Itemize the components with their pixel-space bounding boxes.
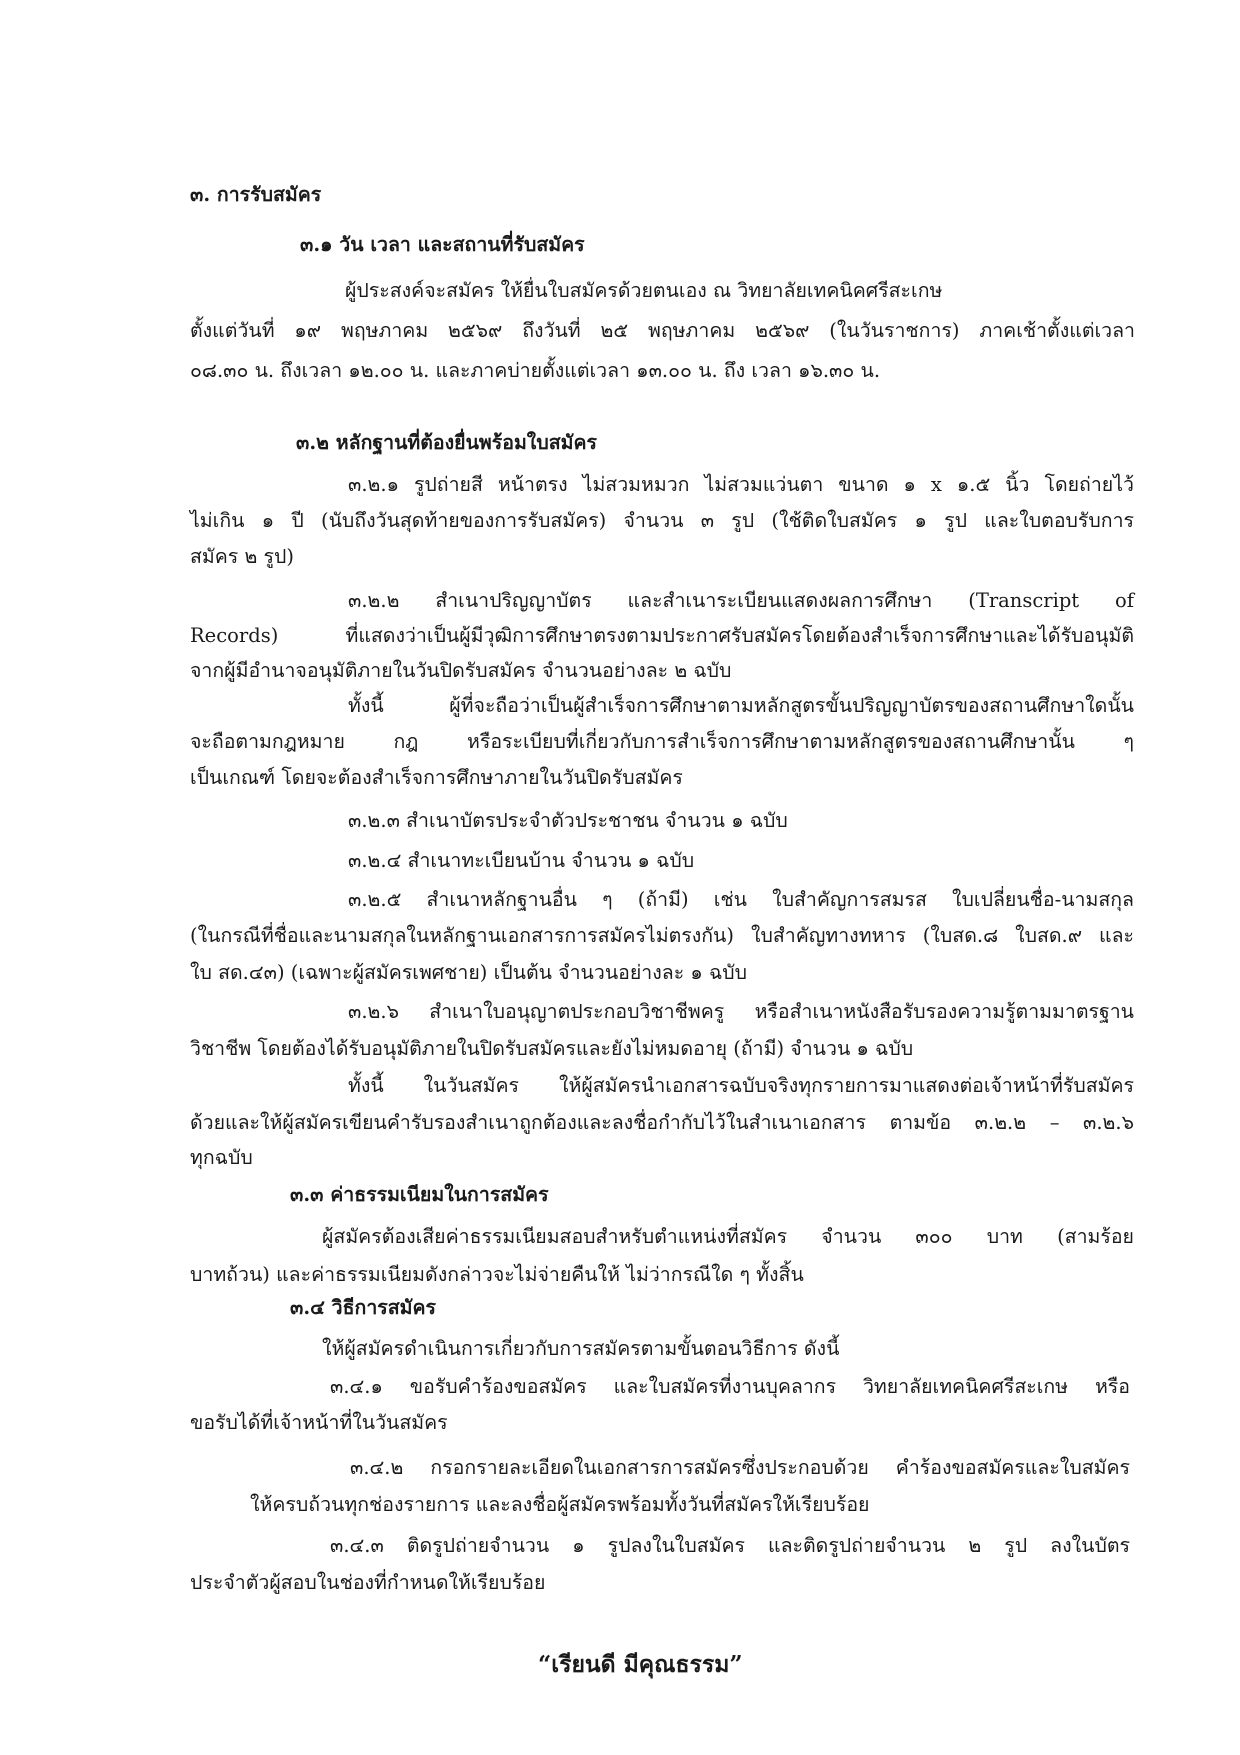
item-3-2-2-note: ทั้งนี้ ผู้ที่จะถือว่าเป็นผู้สำเร็จการศึกษาตามหลักสูตรขั้นปริญญาบัตรของสถานศึกษาใดนั้น xyxy=(348,694,1134,717)
item-3-2-6-note: ทุกฉบับ xyxy=(190,1146,253,1169)
item-3-2-5: ๓.๒.๕ สำเนาหลักฐานอื่น ๆ (ถ้ามี) เช่น ใบสำคัญการสมรส ใบเปลี่ยนชื่อ-นามสกุล xyxy=(348,888,1134,911)
item-3-2-2: ๓.๒.๒ สำเนาปริญญาบัตร และสำเนาระเบียนแสดงผลการศึกษา (Transcript of xyxy=(348,589,1134,612)
item-3-2-6-note: ด้วยและให้ผู้สมัครเขียนคำรับรองสำเนาถูกต้องและลงชื่อกำกับไว้ในสำเนาเอกสาร ตามข้อ ๓.๒.๒ – ๓.๒.๖ xyxy=(190,1111,1134,1134)
item-3-2-6: วิชาชีพ โดยต้องได้รับอนุมัติภายในปิดรับสมัครและยังไม่หมดอายุ (ถ้ามี) จำนวน ๑ ฉบับ xyxy=(190,1037,914,1060)
section-3-3-heading: ๓.๓ ค่าธรรมเนียมในการสมัคร xyxy=(290,1183,549,1206)
step-3-4-1: ขอรับได้ที่เจ้าหน้าที่ในวันสมัคร xyxy=(190,1411,448,1434)
item-3-2-3: ๓.๒.๓ สำเนาบัตรประจำตัวประชาชน จำนวน ๑ ฉบับ xyxy=(348,809,788,832)
step-3-4-1: ๓.๔.๑ ขอรับคำร้องขอสมัคร และใบสมัครที่งานบุคลากร วิทยาลัยเทคนิคศรีสะเกษ หรือ xyxy=(330,1375,1130,1398)
item-3-2-6-note: ทั้งนี้ ในวันสมัคร ให้ผู้สมัครนำเอกสารฉบับจริงทุกรายการมาแสดงต่อเจ้าหน้าที่รับสมัคร xyxy=(348,1074,1134,1097)
step-3-4-2: ๓.๔.๒ กรอกรายละเอียดในเอกสารการสมัครซึ่งประกอบด้วย คำร้องขอสมัครและใบสมัคร xyxy=(350,1456,1130,1479)
step-3-4-3: ประจำตัวผู้สอบในช่องที่กำหนดให้เรียบร้อย xyxy=(190,1571,546,1594)
step-3-4-3: ๓.๔.๓ ติดรูปถ่ายจำนวน ๑ รูปลงในใบสมัคร และติดรูปถ่ายจำนวน ๒ รูป ลงในบัตร xyxy=(330,1534,1130,1557)
item-3-2-6: ๓.๒.๖ สำเนาใบอนุญาตประกอบวิชาชีพครู หรือสำเนาหนังสือรับรองความรู้ตามมาตรฐาน xyxy=(348,1000,1134,1023)
section-3-1-heading: ๓.๑ วัน เวลา และสถานที่รับสมัคร xyxy=(300,233,585,256)
item-3-2-5: ใบ สด.๔๓) (เฉพาะผู้สมัครเพศชาย) เป็นต้น จำนวนอย่างละ ๑ ฉบับ xyxy=(190,961,747,984)
item-3-2-2: Records) ที่แสดงว่าเป็นผู้มีวุฒิการศึกษาตรงตามประกาศรับสมัครโดยต้องสำเร็จการศึกษาและได้รับอนุมัติ xyxy=(190,624,1134,647)
step-3-4-2: ให้ครบถ้วนทุกช่องรายการ และลงชื่อผู้สมัครพร้อมทั้งวันที่สมัครให้เรียบร้อย xyxy=(250,1493,870,1516)
item-3-2-5: (ในกรณีที่ชื่อและนามสกุลในหลักฐานเอกสารการสมัครไม่ตรงกัน) ใบสำคัญทางทหาร (ใบสด.๘ ใบสด.๙ และ xyxy=(190,924,1134,947)
item-3-2-2-note: จะถือตามกฎหมาย กฎ หรือระเบียบที่เกี่ยวกับการสำเร็จการศึกษาตามหลักสูตรของสถานศึกษานั้น ๆ xyxy=(190,730,1134,753)
item-3-2-2-note: เป็นเกณฑ์ โดยจะต้องสำเร็จการศึกษาภายในวันปิดรับสมัคร xyxy=(190,766,683,789)
section-3-1-text: ตั้งแต่วันที่ ๑๙ พฤษภาคม ๒๕๖๙ ถึงวันที่ ๒๕ พฤษภาคม ๒๕๖๙ (ในวันราชการ) ภาคเช้าตั้งแต่เวลา xyxy=(190,319,1135,342)
footer-motto: “เรียนดี มีคุณธรรม” xyxy=(538,1651,743,1678)
section-3-3-text: ผู้สมัครต้องเสียค่าธรรมเนียมสอบสำหรับตำแหน่งที่สมัคร จำนวน ๓๐๐ บาท (สามร้อย xyxy=(322,1225,1134,1248)
item-3-2-1: ไม่เกิน ๑ ปี (นับถึงวันสุดท้ายของการรับสมัคร) จำนวน ๓ รูป (ใช้ติดใบสมัคร ๑ รูป และใบตอบรับการ xyxy=(190,509,1134,532)
item-3-2-2: จากผู้มีอำนาจอนุมัติภายในวันปิดรับสมัคร จำนวนอย่างละ ๒ ฉบับ xyxy=(190,659,732,682)
item-3-2-4: ๓.๒.๔ สำเนาทะเบียนบ้าน จำนวน ๑ ฉบับ xyxy=(348,849,695,872)
section-3-1-text: ผู้ประสงค์จะสมัคร ให้ยื่นใบสมัครด้วยตนเอง ณ วิทยาลัยเทคนิคศรีสะเกษ xyxy=(345,279,943,302)
section-3-4-heading: ๓.๔ วิธีการสมัคร xyxy=(290,1296,437,1319)
item-3-2-1: สมัคร ๒ รูป) xyxy=(190,545,294,568)
section-3-2-heading: ๓.๒ หลักฐานที่ต้องยื่นพร้อมใบสมัคร xyxy=(296,431,597,454)
section-3-heading: ๓. การรับสมัคร xyxy=(190,183,322,206)
section-3-3-text: บาทถ้วน) และค่าธรรมเนียมดังกล่าวจะไม่จ่ายคืนให้ ไม่ว่ากรณีใด ๆ ทั้งสิ้น xyxy=(190,1263,804,1286)
section-3-1-text: ๐๘.๓๐ น. ถึงเวลา ๑๒.๐๐ น. และภาคบ่ายตั้งแต่เวลา ๑๓.๐๐ น. ถึง เวลา ๑๖.๓๐ น. xyxy=(190,359,881,382)
item-3-2-1: ๓.๒.๑ รูปถ่ายสี หน้าตรง ไม่สวมหมวก ไม่สวมแว่นตา ขนาด ๑ x ๑.๕ นิ้ว โดยถ่ายไว้ xyxy=(348,473,1134,496)
section-3-4-intro: ให้ผู้สมัครดำเนินการเกี่ยวกับการสมัครตามขั้นตอนวิธีการ ดังนี้ xyxy=(322,1337,840,1360)
